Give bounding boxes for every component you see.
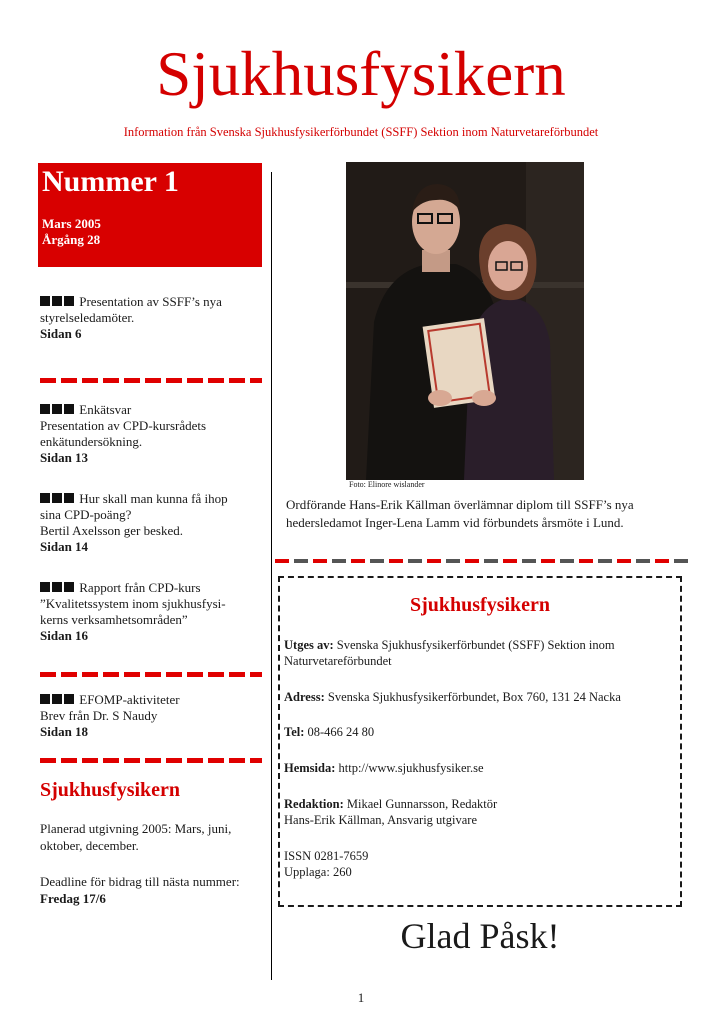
toc-line: kerns verksamhetsområden” [40, 612, 188, 627]
colophon-title: Sjukhusfysikern [409, 594, 551, 616]
toc-text: EFOMP-aktiviteter [79, 692, 180, 707]
toc-text: Presentation av SSFF’s nya [79, 294, 222, 309]
award-photo [346, 162, 584, 480]
toc-entry[interactable] [40, 580, 262, 644]
redaktion-label: Redaktion: [284, 797, 344, 811]
colophon-adress [284, 689, 680, 705]
hemsida-label: Hemsida: [284, 761, 336, 775]
issue-date: Mars 2005 [42, 216, 101, 231]
toc-entry[interactable] [40, 692, 262, 740]
sidebar-planned [40, 820, 270, 854]
redaktion-value: Mikael Gunnarsson, Redaktör [346, 797, 498, 811]
toc-line [40, 294, 262, 310]
issue-volume: Årgång 28 [42, 232, 101, 247]
bullet-square-icon [64, 582, 74, 592]
red-dashed-divider [40, 378, 262, 383]
toc-page: Sidan 16 [40, 628, 89, 643]
toc-text: Rapport från CPD-kurs [79, 580, 201, 595]
upplaga: Upplaga: 260 [284, 865, 352, 879]
sidebar-deadline [40, 873, 270, 907]
issn: ISSN 0281-7659 [284, 849, 369, 863]
photo-caption: Ordförande Hans-Erik Källman överlämnar diplom till SSFF’s nya hedersledamot Inger-Lena Lamm vid förbundets årsmöte i Lund. [286, 497, 634, 530]
toc-page: Sidan 13 [40, 450, 89, 465]
tel-value: 08-466 24 80 [307, 725, 375, 739]
photo-credit: Foto: Elinore wislander [349, 480, 425, 489]
toc-line [40, 692, 262, 708]
red-dashed-divider [40, 672, 262, 677]
toc-line [40, 402, 262, 418]
colophon-issn [284, 848, 680, 880]
page-number: 1 [357, 990, 365, 1005]
bullet-square-icon [64, 404, 74, 414]
toc-text: Hur skall man kunna få ihop [79, 491, 228, 506]
hemsida-link[interactable]: http://www.sjukhusfysiker.se [338, 761, 484, 775]
bullet-square-icon [52, 582, 62, 592]
red-dashed-divider [40, 758, 262, 763]
colophon-tel [284, 724, 680, 740]
planned-line: Planerad utgivning 2005: Mars, juni, [40, 821, 232, 836]
toc-line: ”Kvalitetssystem inom sjukhusfysi- [40, 596, 226, 611]
deadline-line: Deadline för bidrag till nästa nummer: [40, 874, 240, 889]
toc-entry[interactable] [40, 402, 262, 466]
toc-line: enkätundersökning. [40, 434, 143, 449]
bullet-square-icon [52, 694, 62, 704]
bullet-square-icon [40, 694, 50, 704]
adress-label: Adress: [284, 690, 325, 704]
colophon-utges [284, 637, 680, 669]
toc-line: sina CPD-poäng? [40, 507, 132, 522]
bullet-square-icon [64, 493, 74, 503]
toc-entry[interactable] [40, 294, 262, 342]
adress-value: Svenska Sjukhusfysikerförbundet, Box 760, 131 24 Nacka [327, 690, 621, 704]
bullet-square-icon [40, 582, 50, 592]
issue-date-block [42, 216, 101, 248]
bullet-square-icon [52, 404, 62, 414]
bullet-square-icon [52, 296, 62, 306]
toc-text: Enkätsvar [79, 402, 132, 417]
bullet-square-icon [64, 296, 74, 306]
masthead-title: Sjukhusfysikern [156, 39, 566, 109]
photo-illustration [346, 162, 584, 480]
colophon-redaktion [284, 796, 680, 828]
toc-line: styrelseledamöter. [40, 310, 135, 325]
toc-page: Sidan 18 [40, 724, 89, 739]
mixed-dashed-divider [275, 559, 691, 563]
bullet-square-icon [40, 493, 50, 503]
toc-page: Sidan 14 [40, 539, 89, 554]
bullet-square-icon [52, 493, 62, 503]
toc-line [40, 491, 262, 507]
issue-number: Nummer 1 [42, 165, 179, 198]
bullet-square-icon [40, 296, 50, 306]
toc-line: Bertil Axelsson ger besked. [40, 523, 183, 538]
greeting: Glad Påsk! [400, 916, 560, 956]
toc-line: Brev från Dr. S Naudy [40, 708, 158, 723]
redaktion-value-2: Hans-Erik Källman, Ansvarig utgivare [284, 813, 478, 827]
sidebar-title: Sjukhusfysikern [40, 779, 181, 801]
bullet-square-icon [64, 694, 74, 704]
utges-label: Utges av: [284, 638, 334, 652]
colophon-hemsida [284, 760, 680, 776]
utges-value: Svenska Sjukhusfysikerförbundet (SSFF) Sektion inom Naturvetareförbundet [284, 638, 615, 668]
toc-line: Presentation av CPD-kursrådets [40, 418, 207, 433]
deadline-date: Fredag 17/6 [40, 891, 106, 906]
tel-label: Tel: [284, 725, 305, 739]
planned-line: oktober, december. [40, 838, 139, 853]
masthead-subtitle: Information från Svenska Sjukhusfysikerförbundet (SSFF) Sektion inom Naturvetareförbundet [123, 125, 599, 139]
toc-page: Sidan 6 [40, 326, 82, 341]
bullet-square-icon [40, 404, 50, 414]
toc-line [40, 580, 262, 596]
issue-box [38, 163, 262, 267]
column-divider [271, 172, 272, 980]
toc-entry[interactable] [40, 491, 262, 555]
